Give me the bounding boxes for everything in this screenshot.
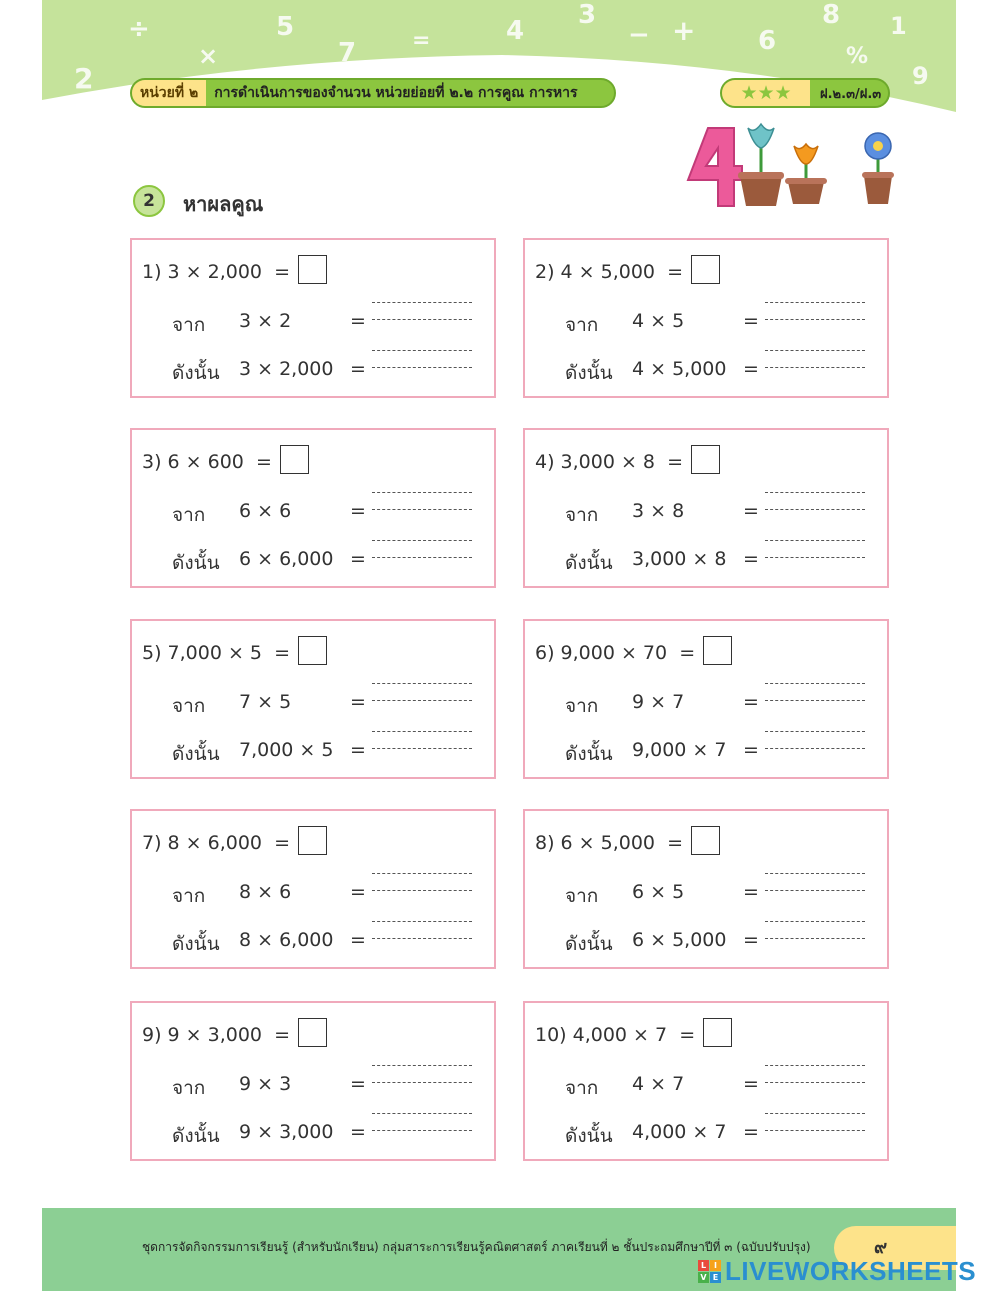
therefore-label: ดังนั้น (172, 1125, 220, 1147)
equals-sign: = (350, 548, 366, 570)
problem-box (130, 428, 496, 588)
therefore-label: ดังนั้น (565, 743, 613, 765)
problem-question (142, 639, 327, 668)
from-answer-field[interactable] (372, 873, 472, 891)
problem-box (523, 428, 889, 588)
therefore-expression: 9 × 3,000 (239, 1121, 334, 1143)
math-symbol-decoration: % (846, 44, 869, 69)
unit-title: การดำเนินการของจำนวน หน่วยย่อยที่ ๒.๒ การคูณ การหาร (214, 85, 578, 101)
therefore-label: ดังนั้น (172, 933, 220, 955)
problem-question (142, 1021, 327, 1050)
from-label: จาก (172, 504, 206, 526)
problem-box (130, 1001, 496, 1161)
answer-box[interactable] (691, 826, 720, 855)
flower-pots-illustration (678, 118, 898, 220)
therefore-answer-field[interactable] (372, 921, 472, 939)
question-text: 4) 3,000 × 8 (535, 451, 656, 473)
therefore-label: ดังนั้น (172, 552, 220, 574)
from-label: จาก (565, 695, 599, 717)
math-symbol-decoration: − (628, 20, 650, 50)
from-answer-field[interactable] (765, 873, 865, 891)
therefore-answer-field[interactable] (765, 1113, 865, 1131)
problem-question (535, 448, 720, 477)
from-label: จาก (565, 314, 599, 336)
therefore-answer-field[interactable] (765, 731, 865, 749)
problem-box (130, 809, 496, 969)
footer-text: ชุดการจัดกิจกรรมการเรียนรู้ (สำหรับนักเรียน) กลุ่มสาระการเรียนรู้คณิตศาสตร์ ภาคเรียนที่ ๒ ชั้นประถมศึกษาปีที่ ๓ (ฉบับปรับปรุง) (142, 1240, 811, 1254)
math-symbol-decoration: 4 (506, 16, 525, 46)
equals-sign: = (350, 358, 366, 380)
therefore-answer-field[interactable] (765, 921, 865, 939)
equals-sign: = (667, 451, 684, 473)
answer-box[interactable] (298, 1018, 327, 1047)
math-symbol-decoration: 8 (822, 0, 841, 30)
from-label: จาก (172, 314, 206, 336)
from-answer-field[interactable] (372, 302, 472, 320)
therefore-answer-field[interactable] (765, 540, 865, 558)
liveworksheets-wordmark: LIVEWORKSHEETS (725, 1255, 977, 1286)
equals-sign: = (667, 261, 684, 283)
big-four-icon (688, 128, 742, 206)
therefore-label: ดังนั้น (172, 743, 220, 765)
therefore-label: ดังนั้น (565, 362, 613, 384)
therefore-label: ดังนั้น (565, 552, 613, 574)
from-label: จาก (565, 504, 599, 526)
equals-sign: = (743, 1121, 759, 1143)
equals-sign: = (679, 1024, 696, 1046)
therefore-expression: 6 × 5,000 (632, 929, 727, 951)
equals-sign: = (256, 451, 272, 473)
math-symbol-decoration: 9 (912, 62, 929, 90)
therefore-expression: 4,000 × 7 (632, 1121, 727, 1143)
equals-sign: = (667, 832, 684, 854)
question-text: 1) 3 × 2,000 (142, 261, 263, 283)
therefore-label: ดังนั้น (565, 933, 613, 955)
from-expression: 3 × 8 (632, 500, 685, 522)
math-symbol-decoration: 6 (758, 26, 777, 56)
question-text: 7) 8 × 6,000 (142, 832, 263, 854)
answer-box[interactable] (298, 826, 327, 855)
from-answer-field[interactable] (765, 683, 865, 701)
question-text: 9) 9 × 3,000 (142, 1024, 263, 1046)
from-expression: 8 × 6 (239, 881, 292, 903)
equals-sign: = (743, 691, 759, 713)
problem-box (523, 809, 889, 969)
answer-box[interactable] (691, 255, 720, 284)
therefore-label: ดังนั้น (172, 362, 220, 384)
answer-box[interactable] (703, 1018, 732, 1047)
therefore-answer-field[interactable] (372, 540, 472, 558)
unit-banner (130, 78, 616, 108)
therefore-expression: 3,000 × 8 (632, 548, 727, 570)
from-answer-field[interactable] (765, 492, 865, 510)
math-symbol-decoration: ÷ (128, 14, 150, 44)
answer-box[interactable] (298, 255, 327, 284)
therefore-answer-field[interactable] (765, 350, 865, 368)
therefore-answer-field[interactable] (372, 350, 472, 368)
from-label: จาก (565, 885, 599, 907)
answer-box[interactable] (298, 636, 327, 665)
from-answer-field[interactable] (765, 302, 865, 320)
from-expression: 6 × 6 (239, 500, 292, 522)
from-expression: 7 × 5 (239, 691, 292, 713)
equals-sign: = (274, 1024, 291, 1046)
answer-box[interactable] (703, 636, 732, 665)
section-title: หาผลคูณ (183, 192, 264, 216)
from-label: จาก (172, 695, 206, 717)
logo-letter-v: V (698, 1272, 709, 1283)
therefore-expression: 3 × 2,000 (239, 358, 334, 380)
equals-sign: = (350, 500, 366, 522)
from-label: จาก (172, 1077, 206, 1099)
problem-box (130, 238, 496, 398)
question-text: 10) 4,000 × 7 (535, 1024, 668, 1046)
problem-question (142, 829, 327, 858)
question-text: 6) 9,000 × 70 (535, 642, 668, 664)
liveworksheets-logo-icon (698, 1260, 721, 1283)
equals-sign: = (743, 1073, 759, 1095)
equals-sign: = (743, 500, 759, 522)
problem-question (535, 829, 720, 858)
equals-sign: = (350, 881, 366, 903)
equals-sign: = (679, 642, 696, 664)
orange-flower-pot-icon (785, 144, 827, 204)
equals-sign: = (274, 832, 291, 854)
question-text: 2) 4 × 5,000 (535, 261, 656, 283)
math-symbol-decoration: 1 (890, 12, 907, 40)
answer-box[interactable] (691, 445, 720, 474)
problem-box (130, 619, 496, 779)
from-answer-field[interactable] (765, 1065, 865, 1083)
therefore-answer-field[interactable] (372, 1113, 472, 1131)
from-expression: 6 × 5 (632, 881, 685, 903)
question-text: 5) 7,000 × 5 (142, 642, 263, 664)
therefore-expression: 6 × 6,000 (239, 548, 334, 570)
from-label: จาก (565, 1077, 599, 1099)
answer-box[interactable] (280, 445, 309, 474)
logo-letter-e: E (710, 1272, 721, 1283)
question-text: 8) 6 × 5,000 (535, 832, 656, 854)
equals-sign: = (350, 929, 366, 951)
equals-sign: = (274, 642, 291, 664)
blue-flower-pot-icon (862, 133, 894, 204)
question-text: 3) 6 × 600 (142, 451, 244, 473)
equals-sign: = (743, 929, 759, 951)
equals-sign: = (743, 310, 759, 332)
equals-sign: = (350, 739, 366, 761)
problem-box (523, 1001, 889, 1161)
math-symbol-decoration: 3 (578, 0, 597, 30)
math-symbol-decoration: × (198, 42, 219, 70)
from-label: จาก (172, 885, 206, 907)
math-symbol-decoration: 2 (74, 62, 94, 95)
equals-sign: = (743, 358, 759, 380)
from-answer-field[interactable] (372, 492, 472, 510)
therefore-expression: 8 × 6,000 (239, 929, 334, 951)
tulip-pot-icon (738, 124, 784, 206)
standard-code: ฝ.๒.๓/ฝ.๓ (820, 86, 882, 102)
equals-sign: = (274, 261, 291, 283)
problem-box (523, 619, 889, 779)
problem-box (523, 238, 889, 398)
math-symbol-decoration: 5 (276, 12, 295, 42)
equals-sign: = (743, 881, 759, 903)
math-symbol-decoration: + (672, 14, 696, 47)
from-expression: 4 × 5 (632, 310, 685, 332)
logo-letter-i: I (710, 1260, 721, 1271)
equals-sign: = (350, 1073, 366, 1095)
from-expression: 3 × 2 (239, 310, 292, 332)
liveworksheets-brand[interactable] (698, 1256, 976, 1286)
star-rating: ★★★ (722, 80, 810, 106)
therefore-answer-field[interactable] (372, 731, 472, 749)
problem-question (535, 258, 720, 287)
standard-badge (720, 78, 890, 108)
therefore-expression: 7,000 × 5 (239, 739, 334, 761)
from-expression: 9 × 7 (632, 691, 685, 713)
therefore-expression: 4 × 5,000 (632, 358, 727, 380)
therefore-expression: 9,000 × 7 (632, 739, 727, 761)
equals-sign: = (743, 548, 759, 570)
page-number: ๙ (834, 1226, 956, 1270)
from-answer-field[interactable] (372, 683, 472, 701)
from-answer-field[interactable] (372, 1065, 472, 1083)
math-symbol-decoration: 7 (338, 38, 357, 68)
from-expression: 9 × 3 (239, 1073, 292, 1095)
equals-sign: = (743, 739, 759, 761)
equals-sign: = (350, 310, 366, 332)
problem-question (535, 1021, 732, 1050)
problem-question (142, 258, 327, 287)
from-expression: 4 × 7 (632, 1073, 685, 1095)
problem-question (535, 639, 732, 668)
problem-question (142, 448, 309, 477)
section-number: 2 (133, 185, 165, 217)
equals-sign: = (350, 691, 366, 713)
equals-sign: = (350, 1121, 366, 1143)
math-symbol-decoration: = (412, 28, 431, 53)
unit-tag: หน่วยที่ ๒ (132, 80, 206, 106)
therefore-label: ดังนั้น (565, 1125, 613, 1147)
logo-letter-l: L (698, 1260, 709, 1271)
